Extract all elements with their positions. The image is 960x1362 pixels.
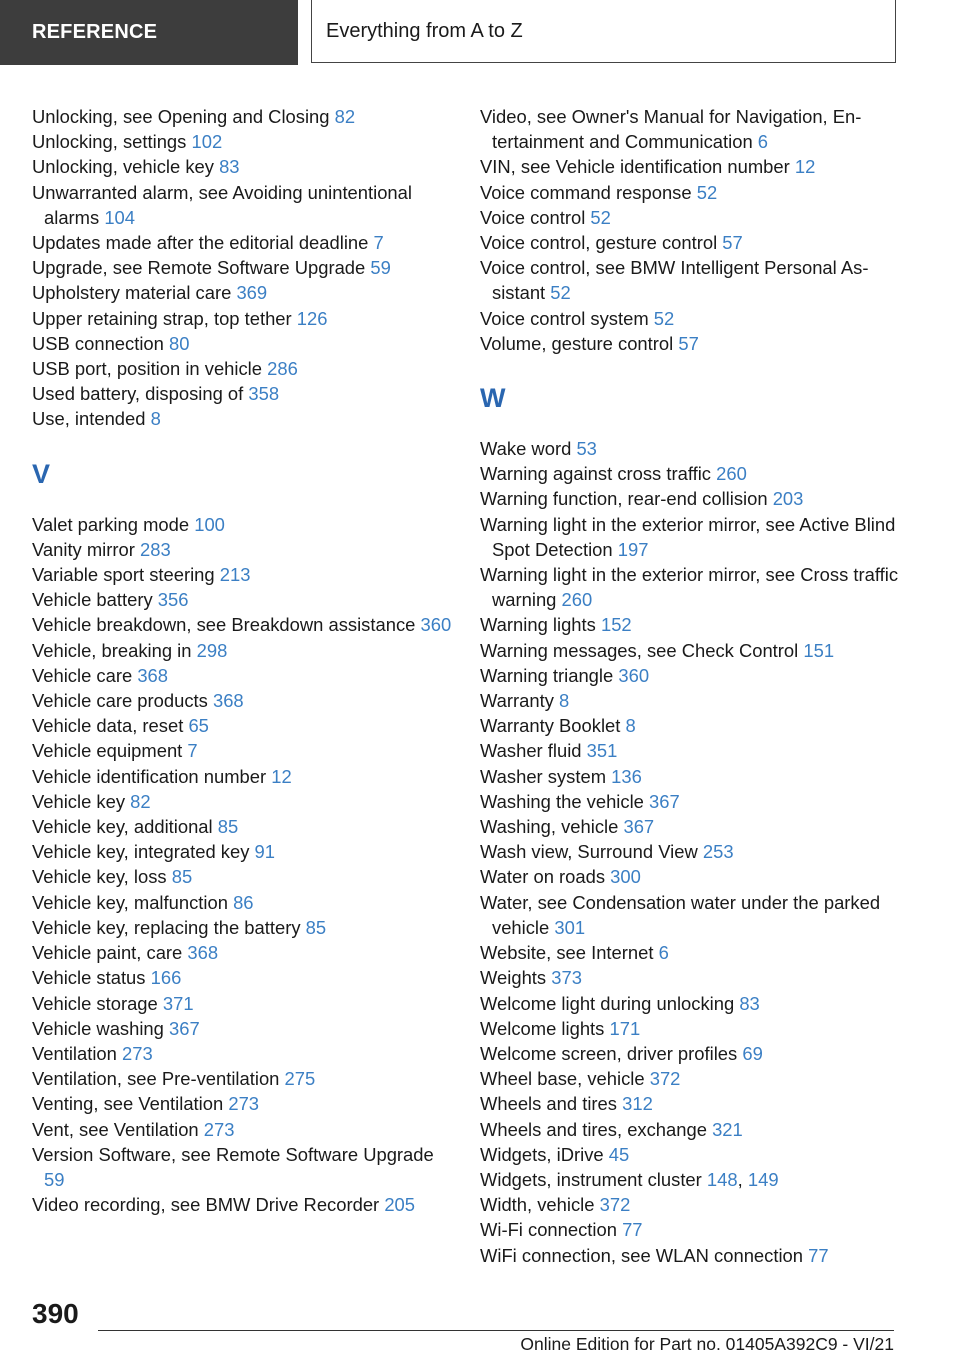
index-entry [480, 1217, 910, 1242]
index-entry [32, 587, 452, 612]
page-link[interactable]: 372 [649, 1068, 681, 1090]
index-entry-text: Warning lights [480, 614, 596, 636]
index-entry-text: Washing, vehicle [480, 816, 619, 838]
index-entry [480, 612, 910, 637]
page-link[interactable]: 6 [757, 131, 769, 153]
index-entry-text: Vehicle breakdown, see Breakdown assistance [32, 614, 416, 636]
page-link[interactable]: 8 [625, 715, 636, 737]
page-link[interactable]: 197 [617, 538, 649, 560]
page-link[interactable]: 360 [618, 664, 650, 686]
index-entry [32, 356, 452, 381]
index-entry [480, 461, 910, 486]
page-link[interactable]: 367 [623, 816, 655, 838]
index-entry [480, 890, 910, 940]
page-link[interactable]: 356 [157, 589, 189, 611]
page-link[interactable]: 52 [653, 307, 675, 329]
index-entry-text: Unlocking, vehicle key [32, 156, 214, 178]
page-link[interactable]: 85 [305, 916, 327, 938]
index-entry-text: Water, see Condensation water under the parked vehicle [480, 891, 881, 938]
index-entry [32, 965, 452, 990]
index-entry-text: Vehicle key [32, 790, 126, 812]
page-link[interactable]: 52 [550, 282, 571, 304]
page-link[interactable]: 57 [722, 232, 743, 254]
page-link[interactable]: 53 [576, 438, 597, 460]
index-letter-heading: W [480, 383, 506, 414]
index-entry [480, 738, 910, 763]
index-entry [32, 713, 452, 738]
page-link[interactable]: 80 [169, 332, 190, 354]
index-entry-text: Wake word [480, 438, 572, 460]
index-entry-text: Welcome lights [480, 1017, 605, 1039]
index-entry [480, 663, 910, 688]
page-link[interactable]: 358 [248, 383, 280, 405]
page-link[interactable]: 59 [44, 1168, 65, 1190]
index-entry-text: Vehicle washing [32, 1017, 164, 1039]
index-entry [32, 940, 452, 965]
page-link[interactable]: 368 [212, 690, 244, 712]
index-entry [32, 1117, 452, 1142]
index-entry-text: Upgrade, see Remote Software Upgrade [32, 257, 366, 279]
index-entry [480, 436, 910, 461]
index-entry [32, 814, 452, 839]
index-entry-text: Warning light in the exterior mirror, see Cross traffic warning [480, 564, 899, 611]
page-link[interactable]: 77 [808, 1244, 829, 1266]
index-entry-text: Vehicle battery [32, 589, 153, 611]
page-link[interactable]: 148 [706, 1168, 738, 1190]
index-entry-text: Unlocking, settings [32, 131, 187, 153]
index-entry-text: Widgets, iDrive [480, 1143, 604, 1165]
index-entry [32, 381, 452, 406]
index-entry [32, 764, 452, 789]
page-link[interactable]: 273 [228, 1093, 260, 1115]
index-entry [480, 688, 910, 713]
index-entry-text: Unwarranted alarm, see Avoiding unintentional alarms [32, 181, 412, 228]
index-entry-text: Vehicle equipment [32, 740, 183, 762]
index-entry-text: Voice control system [480, 307, 649, 329]
index-entry-text: Width, vehicle [480, 1194, 595, 1216]
index-entry-text: Wheels and tires [480, 1093, 617, 1115]
index-entry [480, 180, 910, 205]
page-link[interactable]: 205 [384, 1194, 415, 1216]
page-link[interactable]: 312 [622, 1093, 653, 1115]
index-entry [480, 1142, 910, 1167]
index-entry-text: Website, see Internet [480, 942, 654, 964]
index-entry [32, 331, 452, 356]
page-link[interactable]: 65 [188, 715, 209, 737]
chapter-title: Everything from A to Z [326, 19, 523, 42]
index-entry [32, 1091, 452, 1116]
index-entry [480, 814, 910, 839]
index-entry [480, 789, 910, 814]
index-entry-text: Washer fluid [480, 740, 582, 762]
index-entry-text: Warning triangle [480, 664, 614, 686]
page-link[interactable]: 52 [590, 206, 611, 228]
index-entry: Widgets, instrument cluster 148, 149 [480, 1168, 779, 1190]
index-entry [480, 839, 910, 864]
index-entry [480, 562, 910, 612]
page-link[interactable]: 372 [599, 1194, 631, 1216]
page-link[interactable]: 12 [794, 156, 816, 178]
page-link[interactable]: 298 [196, 639, 228, 661]
index-entry [32, 839, 452, 864]
index-entry-text: Volume, gesture control [480, 332, 674, 354]
index-entry [480, 940, 910, 965]
page-link[interactable]: 273 [203, 1118, 235, 1140]
index-entry-text: Wi-Fi connection [480, 1219, 617, 1241]
index-entry-text: Vent, see Ventilation [32, 1118, 199, 1140]
index-entry [32, 280, 452, 305]
index-entry-text: Vehicle key, additional [32, 816, 213, 838]
page-link[interactable]: 260 [716, 463, 747, 485]
page-link[interactable]: 203 [772, 488, 804, 510]
index-entry-text: Warning light in the exterior mirror, see Active Blind Spot Detection [480, 513, 896, 560]
index-entry-text: Voice command response [480, 181, 692, 203]
index-entry [480, 713, 910, 738]
index-entry-text: USB port, position in vehicle [32, 358, 262, 380]
index-entry [32, 1192, 452, 1217]
index-entry-text: Vanity mirror [32, 538, 135, 560]
index-entry-text: Vehicle paint, care [32, 942, 183, 964]
page-link[interactable]: 253 [702, 841, 734, 863]
chapter-title-box [311, 0, 896, 63]
index-entry [480, 1117, 910, 1142]
footer-divider [98, 1330, 894, 1331]
page-link[interactable]: 69 [742, 1042, 763, 1064]
index-entry [32, 688, 452, 713]
index-entry [480, 1192, 910, 1217]
index-entry-text: Upholstery material care [32, 282, 232, 304]
page-link[interactable]: 260 [561, 589, 593, 611]
page-link[interactable]: 136 [611, 765, 642, 787]
index-entry-text: Vehicle key, integrated key [32, 841, 250, 863]
index-entry [32, 154, 452, 179]
index-entry [32, 890, 452, 915]
index-entry-text: Use, intended [32, 408, 146, 430]
index-entry [32, 1066, 452, 1091]
index-entry [480, 991, 910, 1016]
index-entry [480, 331, 910, 356]
page-link[interactable]: 57 [678, 332, 699, 354]
page-link[interactable]: 275 [284, 1068, 316, 1090]
page-link[interactable]: 149 [747, 1168, 779, 1190]
index-entry [480, 512, 910, 562]
index-entry-text: Voice control [480, 206, 586, 228]
page-link[interactable]: 45 [608, 1143, 630, 1165]
page-link[interactable]: 12 [271, 765, 292, 787]
index-entry [32, 991, 452, 1016]
page-link[interactable]: 7 [373, 232, 384, 254]
index-entry [32, 562, 452, 587]
page-link[interactable]: 166 [150, 967, 182, 989]
page-link[interactable]: 83 [219, 156, 240, 178]
page-link[interactable]: 85 [171, 866, 193, 888]
index-entry-text: Warranty Booklet [480, 715, 621, 737]
index-entry-text: Warranty [480, 690, 554, 712]
page-link[interactable]: 52 [696, 181, 718, 203]
index-entry-text: Vehicle care products [32, 690, 208, 712]
index-letter-heading: V [32, 458, 51, 489]
index-entry-text: Vehicle status [32, 967, 146, 989]
index-entry [480, 306, 910, 331]
page-link[interactable]: 368 [187, 942, 219, 964]
index-entry [480, 1091, 910, 1116]
index-entry-text: Used battery, disposing of [32, 383, 244, 405]
index-entry [480, 965, 910, 990]
page-link[interactable]: 300 [610, 866, 641, 888]
index-entry-text: Variable sport steering [32, 564, 215, 586]
index-entry-text: Ventilation [32, 1042, 117, 1064]
index-entry-text: Venting, see Ventilation [32, 1093, 224, 1115]
index-entry [32, 512, 452, 537]
page-link[interactable]: 301 [554, 916, 586, 938]
index-entry [32, 864, 452, 889]
page-link[interactable]: 351 [586, 740, 618, 762]
page-link[interactable]: 273 [122, 1042, 153, 1064]
index-entry [480, 255, 910, 305]
index-entry-text: Upper retaining strap, top tether [32, 307, 292, 329]
index-entry [32, 537, 452, 562]
index-entry-text: Warning against cross traffic [480, 463, 711, 485]
page-number: 390 [32, 1298, 79, 1329]
page-link[interactable]: 360 [420, 614, 452, 636]
index-entry-text: Vehicle storage [32, 992, 158, 1014]
index-entry [32, 306, 452, 331]
page-link[interactable]: 7 [187, 740, 198, 762]
index-entry-text: Video, see Owner's Manual for Navigation, Entertainment and Communication [480, 106, 862, 153]
index-entry-text: Valet parking mode [32, 513, 190, 535]
page-link[interactable]: 368 [137, 664, 168, 686]
index-entry-text: Widgets, instrument cluster [480, 1168, 702, 1190]
page-link[interactable]: 213 [219, 564, 251, 586]
index-column-left [32, 104, 452, 1217]
index-entry-text: Unlocking, see Opening and Closing [32, 106, 330, 127]
page-link[interactable]: 8 [559, 690, 570, 712]
index-entry [480, 864, 910, 889]
page-link[interactable]: 283 [140, 538, 171, 560]
index-entry [32, 789, 452, 814]
page-link[interactable]: 151 [803, 639, 835, 661]
index-entry [32, 406, 452, 431]
edition-note: Online Edition for Part no. 01405A392C9 - VI/21 [520, 1334, 894, 1354]
index-column-right [480, 104, 910, 1268]
index-entry [32, 129, 452, 154]
index-entry [480, 205, 910, 230]
page-link[interactable]: 367 [169, 1017, 200, 1039]
index-entry-text: Version Software, see Remote Software Upgrade [32, 1143, 434, 1165]
page-link[interactable]: 59 [370, 257, 391, 279]
index-entry [480, 1066, 910, 1091]
page-link[interactable]: 286 [267, 358, 298, 380]
page-link[interactable]: 77 [622, 1219, 643, 1241]
index-entry-text: Washing the vehicle [480, 790, 644, 812]
page-link[interactable]: 85 [217, 816, 239, 838]
index-entry [480, 764, 910, 789]
index-entry [480, 154, 910, 179]
index-entry-text: Water on roads [480, 866, 606, 888]
index-entry [480, 638, 910, 663]
index-entry-text: Weights [480, 967, 547, 989]
page-link[interactable]: 152 [600, 614, 632, 636]
index-entry-text: Vehicle identification number [32, 765, 267, 787]
index-entry-text: Video recording, see BMW Drive Recorder [32, 1194, 380, 1216]
index-entry-text: Ventilation, see Pre-ventilation [32, 1068, 280, 1090]
page-link[interactable]: 100 [194, 513, 225, 535]
page-link[interactable]: 104 [104, 206, 135, 228]
index-entry [32, 104, 452, 129]
index-entry-text: Vehicle care [32, 664, 133, 686]
index-entry [32, 638, 452, 663]
index-entry-text: Vehicle key, loss [32, 866, 167, 888]
index-entry-text: Wheels and tires, exchange [480, 1118, 707, 1140]
index-entry [32, 255, 452, 280]
index-entry [480, 1016, 910, 1041]
index-entry-text: Vehicle key, malfunction [32, 891, 228, 913]
page-link[interactable]: 126 [296, 307, 328, 329]
page-link[interactable]: 82 [130, 790, 151, 812]
index-entry-text: Vehicle, breaking in [32, 639, 192, 661]
index-entry-text: Voice control, see BMW Intelligent Personal Assistant [480, 257, 869, 304]
page-link[interactable]: 373 [551, 967, 582, 989]
page-link[interactable]: 102 [191, 131, 223, 153]
page-link[interactable]: 86 [233, 891, 254, 913]
index-entry [32, 738, 452, 763]
index-entry-text: Voice control, gesture control [480, 232, 718, 254]
index-entry-text: Vehicle key, replacing the battery [32, 916, 301, 938]
page-link[interactable]: 371 [162, 992, 194, 1014]
index-entry [32, 180, 452, 230]
index-entry-text: Updates made after the editorial deadline [32, 232, 369, 254]
index-entry-text: Warning function, rear-end collision [480, 488, 768, 510]
index-entry-text: Washer system [480, 765, 607, 787]
index-entry-text: USB connection [32, 332, 164, 354]
section-tab [0, 0, 298, 65]
page-link[interactable]: 83 [739, 992, 760, 1014]
page-link[interactable]: 8 [150, 408, 161, 430]
page-link[interactable]: 321 [712, 1118, 743, 1140]
index-entry [480, 230, 910, 255]
index-entry [480, 1041, 910, 1066]
page-link[interactable]: 171 [609, 1017, 641, 1039]
index-entry [32, 1041, 452, 1066]
page-link[interactable]: 367 [649, 790, 680, 812]
page-link[interactable]: 91 [254, 841, 276, 863]
index-entry [480, 486, 910, 511]
page-link[interactable]: 82 [334, 106, 356, 127]
page-link[interactable]: 6 [658, 942, 669, 964]
index-entry-text: Warning messages, see Check Control [480, 639, 799, 661]
index-entry-text: Welcome light during unlocking [480, 992, 735, 1014]
index-entry [32, 663, 452, 688]
index-entry-text: Vehicle data, reset [32, 715, 184, 737]
index-entry-text: Wheel base, vehicle [480, 1068, 645, 1090]
index-entry-text: Wash view, Surround View [480, 841, 698, 863]
index-entry-text: Welcome screen, driver profiles [480, 1042, 738, 1064]
index-entry [480, 1243, 910, 1268]
index-entry [480, 104, 910, 154]
index-entry [32, 915, 452, 940]
index-entry [32, 230, 452, 255]
section-label: REFERENCE [32, 21, 158, 43]
index-entry [32, 1142, 452, 1192]
index-entry-text: VIN, see Vehicle identification number [480, 156, 790, 178]
index-entry [32, 1016, 452, 1041]
index-entry [32, 612, 452, 637]
index-entry-text: WiFi connection, see WLAN connection [480, 1244, 804, 1266]
page-link[interactable]: 369 [236, 282, 268, 304]
